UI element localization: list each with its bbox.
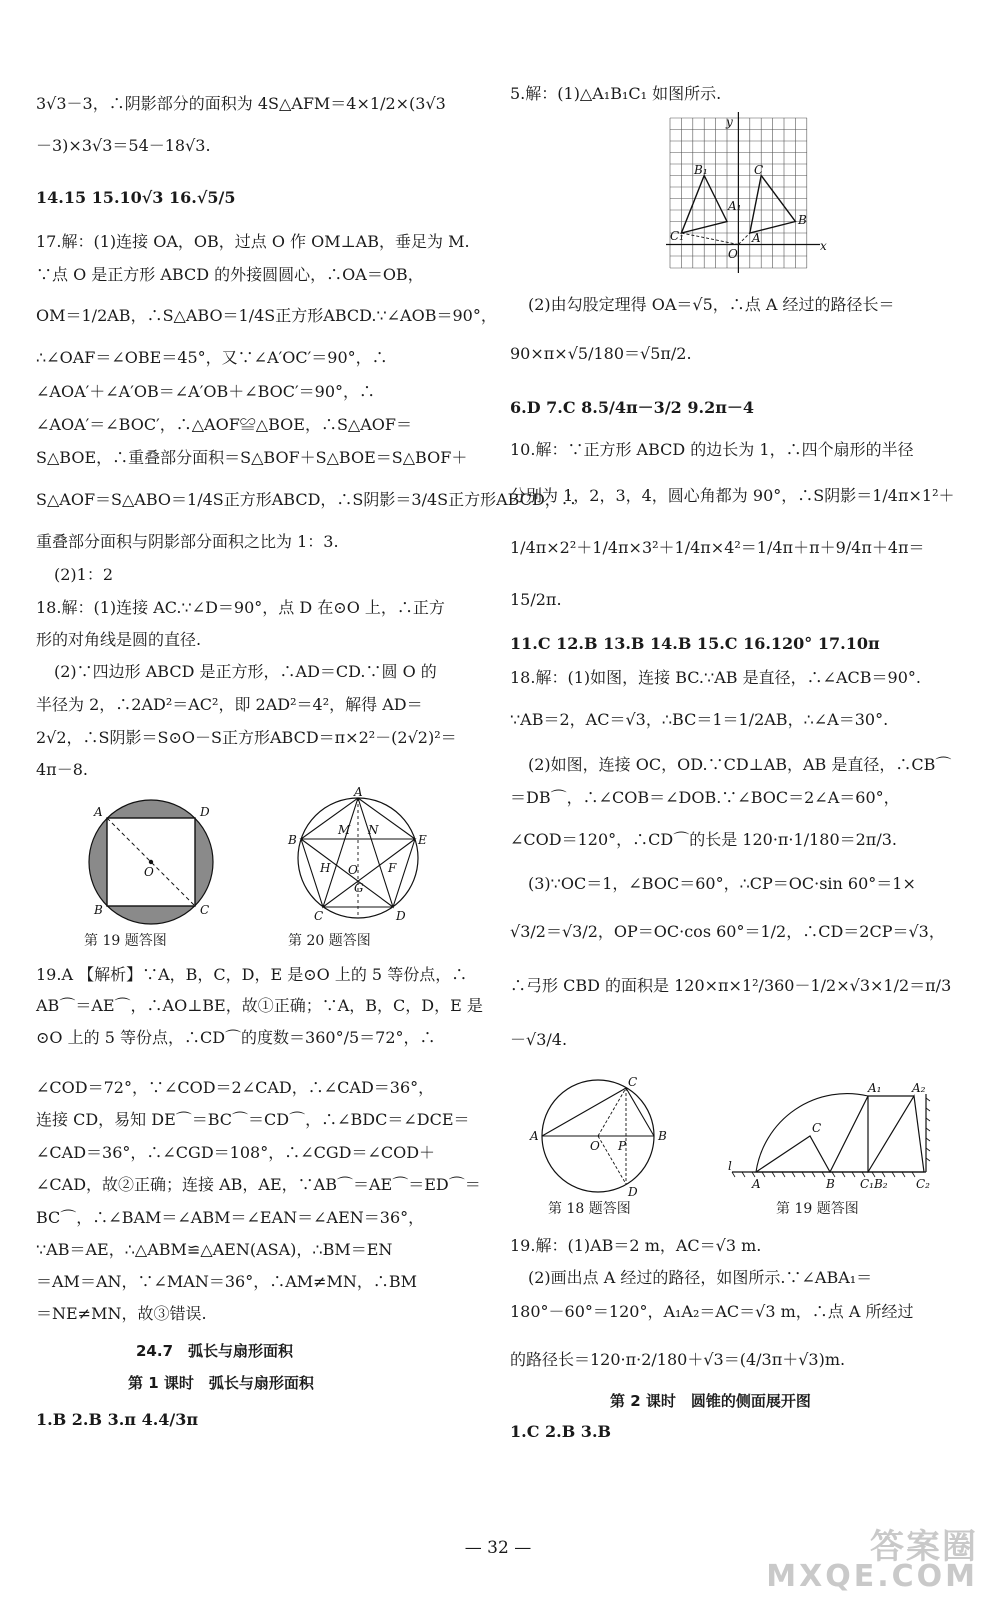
label: O — [590, 1139, 600, 1153]
text-line: (2)1：2 — [54, 565, 114, 584]
text-line: ∵AB＝AE，∴△ABM≌△AEN(ASA)，∴BM＝EN — [36, 1240, 393, 1259]
label: B — [826, 1177, 835, 1191]
text-line: √3/2＝√3/2，OP＝OC·cos 60°＝1/2，∴CD＝2CP＝√3， — [510, 922, 945, 941]
text-line: S△AOF＝S△ABO＝1/4S正方形ABCD，∴S阴影＝3/4S正方形ABCD，∴ — [36, 490, 577, 509]
answers-11-17: 11.C 12.B 13.B 14.B 15.C 16.120° 17.10π — [510, 634, 880, 653]
text-line: 4π－8. — [36, 760, 88, 779]
label: H — [320, 861, 331, 875]
text-line: ＝DB⌒，∴∠COB＝∠DOB.∵∠BOC＝2∠A＝60°， — [510, 788, 900, 807]
text-line: 分别为 1，2，3，4，圆心角都为 90°，∴S阴影＝1/4π×1²＋ — [510, 486, 955, 505]
fig-19-caption: 第 19 题答图 — [776, 1201, 859, 1217]
text-line: 半径为 2，∴2AD²＝AC²，即 2AD²＝4²，解得 AD＝ — [36, 695, 423, 714]
text-line: 15/2π. — [510, 590, 562, 609]
label: A — [530, 1129, 539, 1143]
label: N — [368, 823, 379, 837]
text-line: 连接 CD，易知 DE⌒＝BC⌒＝CD⌒，∴∠BDC＝∠DCE＝ — [36, 1110, 470, 1129]
label: D — [628, 1185, 638, 1199]
text-line: 3√3－3，∴阴影部分的面积为 4S△AFM＝4×1/2×(3√3 — [36, 94, 446, 113]
answers-line: 1.B 2.B 3.π 4.4/3π — [36, 1410, 199, 1429]
text-line: OM＝1/2AB，∴S△ABO＝1/4S正方形ABCD.∵∠AOB＝90°， — [36, 306, 497, 325]
fig-19-caption: 第 19 题答图 — [84, 933, 167, 949]
label: B — [94, 903, 103, 917]
text-line: ∠CAD，故②正确；连接 AB，AE，∵AB⌒＝AE⌒＝ED⌒＝ — [36, 1175, 481, 1194]
fig-18-caption: 第 18 题答图 — [548, 1201, 631, 1217]
text-line: ∠CAD＝36°，∴∠CGD＝108°，∴∠CGD＝∠COD＋ — [36, 1143, 436, 1162]
text-line: －√3/4. — [510, 1030, 568, 1049]
label: M — [338, 823, 351, 837]
label: A₁ — [728, 199, 742, 213]
label: O — [728, 247, 738, 261]
text-line: 90×π×√5/180＝√5π/2. — [510, 344, 692, 363]
text-line: ⊙O 上的 5 等份点，∴CD⌒的度数＝360°/5＝72°，∴ — [36, 1028, 436, 1047]
watermark — [766, 1527, 978, 1594]
text-line: ∠AOA′＋∠A′OB＝∠A′OB＋∠BOC′＝90°，∴ — [36, 382, 376, 401]
text-line: ∠COD＝120°，∴CD⌒的长是 120·π·1/180＝2π/3. — [510, 830, 897, 849]
label: C — [200, 903, 210, 917]
label: G — [354, 881, 364, 895]
label: B₁ — [694, 163, 708, 177]
text-line: ＝NE≠MN，故③错误. — [36, 1304, 207, 1323]
label: O — [348, 863, 358, 877]
text-line: 重叠部分面积与阴影部分面积之比为 1：3. — [36, 532, 339, 551]
text-line: ∵点 O 是正方形 ABCD 的外接圆圆心，∴OA＝OB， — [36, 265, 424, 284]
label: C₁ — [670, 229, 684, 243]
label: E — [418, 833, 427, 847]
text-line: ∴弓形 CBD 的面积是 120×π×1²/360－1/2×√3×1/2＝π/3 — [510, 976, 952, 995]
label: D — [396, 909, 406, 923]
text-line: 形的对角线是圆的直径. — [36, 630, 202, 649]
label: C — [314, 909, 324, 923]
label: B — [658, 1129, 667, 1143]
text-line: (2)画出点 A 经过的路径，如图所示.∵∠ABA₁＝ — [528, 1268, 873, 1287]
label: C — [812, 1121, 822, 1135]
label: C₁B₂ — [860, 1177, 888, 1191]
watermark-url: MXQE.COM — [766, 1559, 978, 1594]
label: A₁ — [868, 1081, 882, 1095]
text-line: 180°－60°＝120°，A₁A₂＝AC＝√3 m，∴点 A 所经过 — [510, 1302, 914, 1321]
label: B — [798, 213, 807, 227]
answers-line: 1.C 2.B 3.B — [510, 1422, 612, 1441]
fig-20-pentagram — [268, 785, 448, 930]
text-line: S△BOE，∴重叠部分面积＝S△BOF＋S△BOE＝S△BOF＋ — [36, 448, 468, 467]
fig-5-grid — [670, 115, 830, 273]
text-line: (3)∵OC＝1，∠BOC＝60°，∴CP＝OC·sin 60°＝1× — [528, 874, 916, 893]
label: y — [726, 115, 733, 129]
lesson-title: 第 2 课时 圆锥的侧面展开图 — [610, 1392, 811, 1410]
lesson-title: 第 1 课时 弧长与扇形面积 — [128, 1374, 314, 1392]
text-line: (2)由勾股定理得 OA＝√5，∴点 A 经过的路径长＝ — [528, 295, 895, 314]
page-number: — 32 — — [464, 1538, 532, 1558]
text-line: BC⌒，∴∠BAM＝∠ABM＝∠EAN＝∠AEN＝36°， — [36, 1208, 425, 1227]
problem-10-line: 10.解：∵正方形 ABCD 的边长为 1，∴四个扇形的半径 — [510, 440, 914, 459]
text-line: 2√2，∴S阴影＝S⊙O－S正方形ABCD＝π×2²－(2√2)²＝ — [36, 728, 457, 747]
text-line: 的路径长＝120·π·2/180＋√3＝(4/3π＋√3)m. — [510, 1350, 846, 1369]
fig-20-caption: 第 20 题答图 — [288, 933, 371, 949]
text-line: (2)∵四边形 ABCD 是正方形，∴AD＝CD.∵圆 O 的 — [54, 662, 437, 681]
text-line: (2)如图，连接 OC，OD.∵CD⊥AB，AB 是直径，∴CB⌒ — [528, 755, 952, 774]
problem-5-line: 5.解：(1)△A₁B₁C₁ 如图所示. — [510, 84, 722, 103]
label: A₂ — [912, 1081, 926, 1095]
section-title: 24.7 弧长与扇形面积 — [136, 1342, 294, 1360]
problem-18-line: 18.解：(1)如图，连接 BC.∵AB 是直径，∴∠ACB＝90°. — [510, 668, 921, 687]
problem-17-line: 17.解：(1)连接 OA，OB，过点 O 作 OM⊥AB，垂足为 M. — [36, 232, 470, 251]
label: l — [728, 1159, 732, 1173]
text-line: 1/4π×2²＋1/4π×3²＋1/4π×4²＝1/4π＋π＋9/4π＋4π＝ — [510, 538, 925, 557]
problem-18-line: 18.解：(1)连接 AC.∵∠D＝90°，点 D 在⊙O 上，∴正方 — [36, 598, 445, 617]
text-line: －3)×3√3＝54－18√3. — [36, 136, 211, 155]
label: C₂ — [916, 1177, 930, 1191]
text-line: AB⌒＝AE⌒，∴AO⊥BE，故①正确；∵A，B，C，D，E 是 — [36, 996, 483, 1015]
answers-14-16: 14.15 15.10√3 16.√5/5 — [36, 188, 236, 207]
label: A — [354, 785, 363, 799]
problem-19-line: 19.解：(1)AB＝2 m，AC＝√3 m. — [510, 1236, 762, 1255]
label: D — [200, 805, 210, 819]
text-line: ＝AM＝AN，∵∠MAN＝36°，∴AM≠MN，∴BM — [36, 1272, 418, 1291]
label: O — [144, 865, 154, 879]
label: x — [820, 239, 827, 253]
answers-6-9: 6.D 7.C 8.5/4π－3/2 9.2π－4 — [510, 398, 755, 417]
watermark-title: 答案圈 — [870, 1527, 978, 1567]
label: P — [618, 1139, 627, 1153]
label: C — [754, 163, 764, 177]
fig-19-square-in-circle — [66, 800, 236, 930]
label: F — [388, 861, 397, 875]
label: A — [752, 1177, 761, 1191]
text-line: ∵AB＝2，AC＝√3，∴BC＝1＝1/2AB，∴∠A＝30°. — [510, 710, 889, 729]
label: A — [94, 805, 103, 819]
text-line: ∴∠OAF＝∠OBE＝45°，又∵∠A′OC′＝90°，∴ — [36, 348, 388, 367]
label: B — [288, 833, 297, 847]
label: A — [752, 231, 761, 245]
fig-18-circle — [530, 1075, 680, 1199]
text-line: ∠AOA′＝∠BOC′，∴△AOF≌△BOE，∴S△AOF＝ — [36, 415, 412, 434]
text-line: ∠COD＝72°，∵∠COD＝2∠CAD，∴∠CAD＝36°， — [36, 1078, 435, 1097]
label: C — [628, 1075, 638, 1089]
problem-19-line: 19.A 【解析】∵A，B，C，D，E 是⊙O 上的 5 等份点，∴ — [36, 965, 468, 984]
fig-19-rolling-triangle — [728, 1081, 930, 1196]
